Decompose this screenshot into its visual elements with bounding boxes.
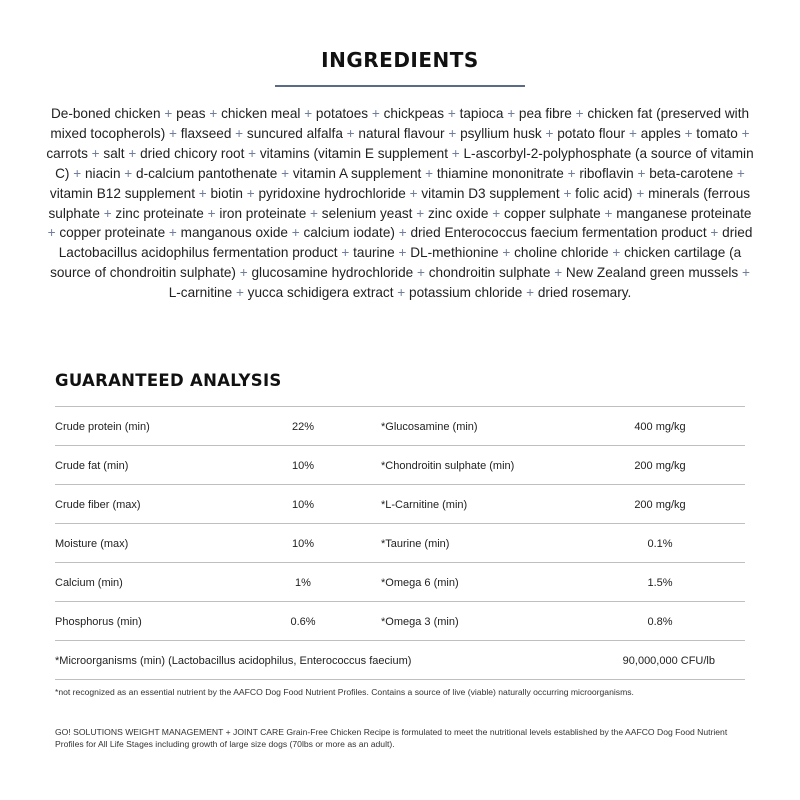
plus-separator: + (604, 205, 613, 221)
plus-separator: + (575, 106, 584, 121)
nutrient-value: 1.5% (647, 577, 673, 589)
ingredient-item: riboflavin (579, 165, 634, 181)
ingredient-item: niacin (84, 165, 121, 181)
plus-separator: + (736, 165, 745, 181)
plus-separator: + (636, 185, 645, 201)
ingredient-item: chicken meal (221, 106, 301, 121)
nutrient-label: Crude protein (min) (55, 421, 150, 433)
ingredient-item: thiamine mononitrate (436, 165, 564, 181)
plus-separator: + (684, 125, 693, 141)
ingredient-item: selenium yeast (321, 205, 413, 221)
ingredients-title: INGREDIENTS (321, 48, 479, 72)
ingredient-item: dried Lactobacillus acidophilus fermentation product (58, 225, 753, 261)
ingredient-item: pyridoxine hydrochloride (258, 185, 406, 201)
plus-separator: + (741, 125, 750, 141)
plus-separator: + (124, 165, 133, 181)
plus-separator: + (567, 165, 576, 181)
ingredient-item: potato flour (557, 125, 626, 141)
nutrient-label: *Omega 6 (min) (381, 577, 459, 589)
ingredient-item: manganous oxide (180, 225, 288, 241)
table-row (55, 562, 745, 601)
ingredient-item: chondroitin sulphate (428, 265, 551, 281)
plus-separator: + (451, 145, 460, 161)
microorganisms-label: *Microorganisms (min) (Lactobacillus acidophilus, Enterococcus faecium) (55, 655, 412, 667)
nutrient-value: 0.1% (647, 538, 673, 550)
nutrient-value: 200 mg/kg (634, 460, 686, 472)
ingredient-item: L-carnitine (168, 285, 233, 301)
ingredient-item: beta-carotene (649, 165, 734, 181)
ingredient-item: dried rosemary. (537, 285, 632, 301)
ingredient-item: vitamins (vitamin E supplement (259, 145, 448, 161)
aafco-statement: GO! SOLUTIONS WEIGHT MANAGEMENT + JOINT CARE Grain-Free Chicken Recipe is formulated to meet the nutritional levels established by the AAFCO Dog Food Nutrient Profiles for All Life Stages including growth of large size dogs (70lbs or more as an adult). (55, 727, 728, 749)
plus-separator: + (448, 125, 457, 141)
plus-separator: + (397, 285, 406, 301)
plus-separator: + (128, 145, 137, 161)
ingredient-item: chicken fat (preserved with mixed tocopherols) (50, 106, 750, 141)
ingredients-list (46, 104, 754, 303)
ingredient-item: potatoes (315, 106, 369, 121)
plus-separator: + (198, 185, 207, 201)
ingredient-item: tapioca (459, 106, 504, 121)
nutrient-label: *Omega 3 (min) (381, 616, 459, 628)
nutrient-value: 1% (295, 577, 311, 589)
plus-separator: + (246, 185, 255, 201)
ingredient-item: DL-methionine (410, 245, 499, 261)
plus-separator: + (103, 205, 112, 221)
ingredient-item: carrots (46, 145, 88, 161)
table-row (55, 445, 745, 484)
plus-separator: + (637, 165, 646, 181)
ingredient-item: psyllium husk (460, 125, 542, 141)
plus-separator: + (628, 125, 637, 141)
table-row (55, 601, 745, 640)
nutrient-value: 22% (291, 421, 315, 433)
ingredient-item: De-boned chicken (50, 106, 161, 121)
ingredient-item: calcium iodate) (303, 225, 395, 241)
plus-separator: + (545, 125, 554, 141)
plus-separator: + (91, 145, 100, 161)
plus-separator: + (398, 225, 407, 241)
plus-separator: + (207, 205, 216, 221)
plus-separator: + (235, 125, 244, 141)
plus-separator: + (492, 205, 501, 221)
ingredient-item: dried Enterococcus faecium fermentation product (410, 225, 707, 241)
table-row (55, 523, 745, 562)
ingredient-item: iron proteinate (219, 205, 307, 221)
plus-separator: + (447, 106, 456, 121)
plus-separator: + (526, 285, 535, 301)
ingredient-item: vitamin D3 supplement (421, 185, 560, 201)
plus-separator: + (563, 185, 572, 201)
plus-separator: + (710, 225, 719, 241)
nutrient-label: *L-Carnitine (min) (381, 499, 468, 511)
plus-separator: + (304, 106, 313, 121)
ingredient-item: d-calcium pantothenate (136, 165, 278, 181)
plus-separator: + (164, 106, 173, 121)
table-row (55, 484, 745, 523)
ingredient-item: choline chloride (514, 245, 609, 261)
ingredient-item: pea fibre (518, 106, 572, 121)
ingredient-item: vitamin B12 supplement (49, 185, 195, 201)
ingredient-item: peas (176, 106, 206, 121)
ingredient-item: folic acid) (575, 185, 633, 201)
guaranteed-analysis-title: GUARANTEED ANALYSIS (55, 371, 282, 390)
plus-separator: + (239, 265, 248, 281)
plus-separator: + (425, 165, 434, 181)
plus-separator: + (507, 106, 516, 121)
plus-separator: + (235, 285, 244, 301)
plus-separator: + (398, 245, 407, 261)
plus-separator: + (341, 245, 350, 261)
ingredient-item: L-ascorbyl-2-polyphosphate (a source of vitamin C) (55, 145, 754, 181)
nutrient-value: 0.6% (290, 616, 316, 628)
plus-separator: + (554, 265, 563, 281)
ingredient-item: biotin (210, 185, 243, 201)
ingredient-item: tomato (696, 125, 738, 141)
ingredient-item: flaxseed (180, 125, 232, 141)
nutrient-label: Crude fiber (max) (55, 499, 141, 511)
ingredient-item: glucosamine hydrochloride (251, 265, 414, 281)
plus-separator: + (416, 205, 425, 221)
plus-separator: + (47, 225, 56, 241)
nutrient-label: *Taurine (min) (381, 538, 450, 550)
plus-separator: + (409, 185, 418, 201)
ingredient-item: copper sulphate (503, 205, 601, 221)
nutrient-value: 10% (291, 460, 315, 472)
plus-separator: + (612, 245, 621, 261)
ingredient-item: manganese proteinate (616, 205, 752, 221)
ingredient-item: suncured alfalfa (246, 125, 343, 141)
plus-separator: + (73, 165, 82, 181)
plus-separator: + (248, 145, 257, 161)
title-divider (275, 85, 525, 87)
ingredient-item: apples (640, 125, 681, 141)
nutrient-value: 200 mg/kg (634, 499, 686, 511)
plus-separator: + (346, 125, 355, 141)
ingredient-item: salt (103, 145, 125, 161)
plus-separator: + (371, 106, 380, 121)
ingredient-item: taurine (353, 245, 395, 261)
ingredient-item: chicken cartilage (a source of chondroitin sulphate) (50, 245, 742, 281)
plus-separator: + (741, 265, 750, 281)
ingredient-item: copper proteinate (59, 225, 166, 241)
microorganisms-value: 90,000,000 CFU/lb (622, 655, 715, 667)
plus-separator: + (291, 225, 300, 241)
ingredient-item: vitamin A supplement (292, 165, 422, 181)
ingredient-item: natural flavour (358, 125, 445, 141)
ingredient-item: zinc oxide (427, 205, 489, 221)
ingredient-item: zinc proteinate (115, 205, 204, 221)
plus-separator: + (281, 165, 290, 181)
nutrient-value: 10% (291, 499, 315, 511)
ingredient-item: potassium chloride (409, 285, 523, 301)
guaranteed-analysis-table (55, 406, 745, 680)
nutrient-label: Phosphorus (min) (55, 616, 142, 628)
nutrient-value: 400 mg/kg (634, 421, 686, 433)
ingredient-item: dried chicory root (140, 145, 245, 161)
plus-separator: + (169, 125, 177, 141)
plus-separator: + (310, 205, 318, 221)
nutrient-label: *Chondroitin sulphate (min) (381, 460, 515, 472)
plus-separator: + (209, 106, 218, 121)
nutrient-value: 0.8% (647, 616, 673, 628)
nutrient-label: Calcium (min) (55, 577, 123, 589)
table-row (55, 406, 745, 445)
footnote: *not recognized as an essential nutrient by the AAFCO Dog Food Nutrient Profiles. Contains a source of live (viable) naturally occurring microorganisms. (55, 687, 634, 697)
plus-separator: + (502, 245, 511, 261)
ingredient-item: New Zealand green mussels (565, 265, 739, 281)
ingredient-item: yucca schidigera extract (247, 285, 394, 301)
ingredient-item: chickpeas (383, 106, 445, 121)
plus-separator: + (416, 265, 425, 281)
nutrient-label: Moisture (max) (55, 538, 129, 550)
table-row-microorganisms (55, 640, 745, 680)
nutrient-label: *Glucosamine (min) (381, 421, 478, 433)
ingredient-item: minerals (ferrous sulphate (48, 185, 751, 221)
plus-separator: + (168, 225, 177, 241)
nutrient-value: 10% (291, 538, 315, 550)
nutrient-label: Crude fat (min) (55, 460, 129, 472)
